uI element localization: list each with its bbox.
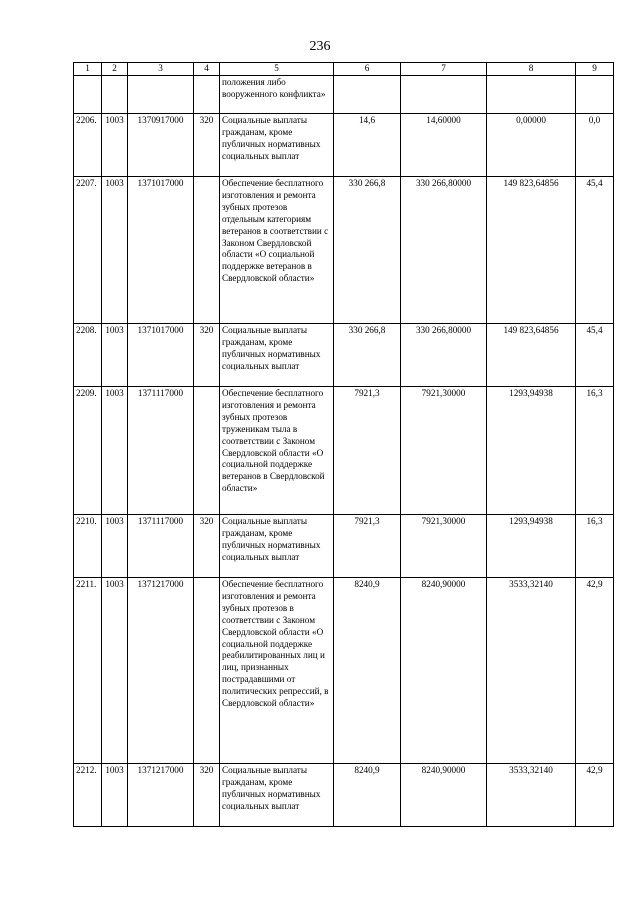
executed-cell — [487, 76, 576, 114]
description-cell: Обеспечение бесплатного изготовления и ремонта зубных протезов отдельным категориям ветеранов в соответствии с Законом Свердловской области «О социальной поддержке ветеранов в Свердловской области» — [220, 177, 334, 324]
section-code-cell: 1003 — [102, 578, 128, 764]
target-code-cell: 1371017000 — [128, 324, 194, 387]
column-number-row — [74, 63, 614, 76]
plan-precise-cell — [401, 76, 487, 114]
executed-cell: 149 823,64856 — [487, 177, 576, 324]
target-code-cell: 1371117000 — [128, 515, 194, 578]
plan-precise-cell: 7921,30000 — [401, 387, 487, 515]
description-cell: Социальные выплаты гражданам, кроме публичных нормативных социальных выплат — [220, 114, 334, 177]
executed-cell: 3533,32140 — [487, 578, 576, 764]
table-row — [74, 177, 614, 324]
plan-cell: 330 266,8 — [334, 177, 401, 324]
description-cell: Социальные выплаты гражданам, кроме публичных нормативных социальных выплат — [220, 324, 334, 387]
description-cell: Социальные выплаты гражданам, кроме публичных нормативных социальных выплат — [220, 764, 334, 827]
section-code-cell: 1003 — [102, 515, 128, 578]
section-code-cell: 1003 — [102, 324, 128, 387]
column-number: 9 — [576, 63, 614, 76]
plan-cell: 7921,3 — [334, 515, 401, 578]
section-code-cell — [102, 76, 128, 114]
executed-cell: 1293,94938 — [487, 515, 576, 578]
plan-precise-cell: 7921,30000 — [401, 515, 487, 578]
expense-kind-cell: 320 — [194, 764, 220, 827]
table-row — [74, 387, 614, 515]
row-number-cell: 2209. — [74, 387, 102, 515]
column-number: 3 — [128, 63, 194, 76]
target-code-cell: 1370917000 — [128, 114, 194, 177]
row-number-cell: 2210. — [74, 515, 102, 578]
percent-cell: 16,3 — [576, 387, 614, 515]
description-cell: положения либо вооруженного конфликта» — [220, 76, 334, 114]
percent-cell: 42,9 — [576, 764, 614, 827]
table-row — [74, 114, 614, 177]
column-number: 4 — [194, 63, 220, 76]
percent-cell: 42,9 — [576, 578, 614, 764]
plan-precise-cell: 8240,90000 — [401, 578, 487, 764]
description-cell: Обеспечение бесплатного изготовления и ремонта зубных протезов в соответствии с Законом Свердловской области «О социальной поддержке реабилитированных лиц и лиц, признанных пострадавшими от политических репрессий, в Свердловской области» — [220, 578, 334, 764]
row-number-cell — [74, 76, 102, 114]
executed-cell: 1293,94938 — [487, 387, 576, 515]
executed-cell: 3533,32140 — [487, 764, 576, 827]
column-number: 6 — [334, 63, 401, 76]
target-code-cell — [128, 76, 194, 114]
expense-kind-cell: 320 — [194, 515, 220, 578]
plan-precise-cell: 330 266,80000 — [401, 177, 487, 324]
row-number-cell: 2211. — [74, 578, 102, 764]
executed-cell: 149 823,64856 — [487, 324, 576, 387]
plan-cell — [334, 76, 401, 114]
section-code-cell: 1003 — [102, 114, 128, 177]
column-number: 5 — [220, 63, 334, 76]
table-row — [74, 324, 614, 387]
row-number-cell: 2208. — [74, 324, 102, 387]
expense-kind-cell — [194, 76, 220, 114]
plan-precise-cell: 14,60000 — [401, 114, 487, 177]
percent-cell: 0,0 — [576, 114, 614, 177]
section-code-cell: 1003 — [102, 764, 128, 827]
table-row — [74, 578, 614, 764]
expense-kind-cell: 320 — [194, 324, 220, 387]
column-number: 2 — [102, 63, 128, 76]
section-code-cell: 1003 — [102, 387, 128, 515]
percent-cell: 45,4 — [576, 177, 614, 324]
plan-cell: 8240,9 — [334, 764, 401, 827]
row-number-cell: 2206. — [74, 114, 102, 177]
section-code-cell: 1003 — [102, 177, 128, 324]
percent-cell: 16,3 — [576, 515, 614, 578]
plan-precise-cell: 8240,90000 — [401, 764, 487, 827]
description-cell: Социальные выплаты гражданам, кроме публичных нормативных социальных выплат — [220, 515, 334, 578]
expense-kind-cell — [194, 387, 220, 515]
row-number-cell: 2207. — [74, 177, 102, 324]
budget-table — [73, 62, 614, 827]
table-body — [74, 63, 614, 827]
description-cell: Обеспечение бесплатного изготовления и ремонта зубных протезов труженикам тыла в соответствии с Законом Свердловской области «О социальной поддержке ветеранов в Свердловской области» — [220, 387, 334, 515]
target-code-cell: 1371217000 — [128, 578, 194, 764]
target-code-cell: 1371217000 — [128, 764, 194, 827]
executed-cell: 0,00000 — [487, 114, 576, 177]
target-code-cell: 1371017000 — [128, 177, 194, 324]
plan-cell: 8240,9 — [334, 578, 401, 764]
column-number: 1 — [74, 63, 102, 76]
column-number: 8 — [487, 63, 576, 76]
table-row — [74, 764, 614, 827]
column-number: 7 — [401, 63, 487, 76]
percent-cell: 45,4 — [576, 324, 614, 387]
target-code-cell: 1371117000 — [128, 387, 194, 515]
plan-cell: 7921,3 — [334, 387, 401, 515]
plan-cell: 330 266,8 — [334, 324, 401, 387]
table-row — [74, 515, 614, 578]
expense-kind-cell — [194, 177, 220, 324]
plan-cell: 14,6 — [334, 114, 401, 177]
expense-kind-cell — [194, 578, 220, 764]
row-number-cell: 2212. — [74, 764, 102, 827]
expense-kind-cell: 320 — [194, 114, 220, 177]
page-number: 236 — [309, 39, 331, 54]
plan-precise-cell: 330 266,80000 — [401, 324, 487, 387]
continuation-row — [74, 76, 614, 114]
percent-cell — [576, 76, 614, 114]
